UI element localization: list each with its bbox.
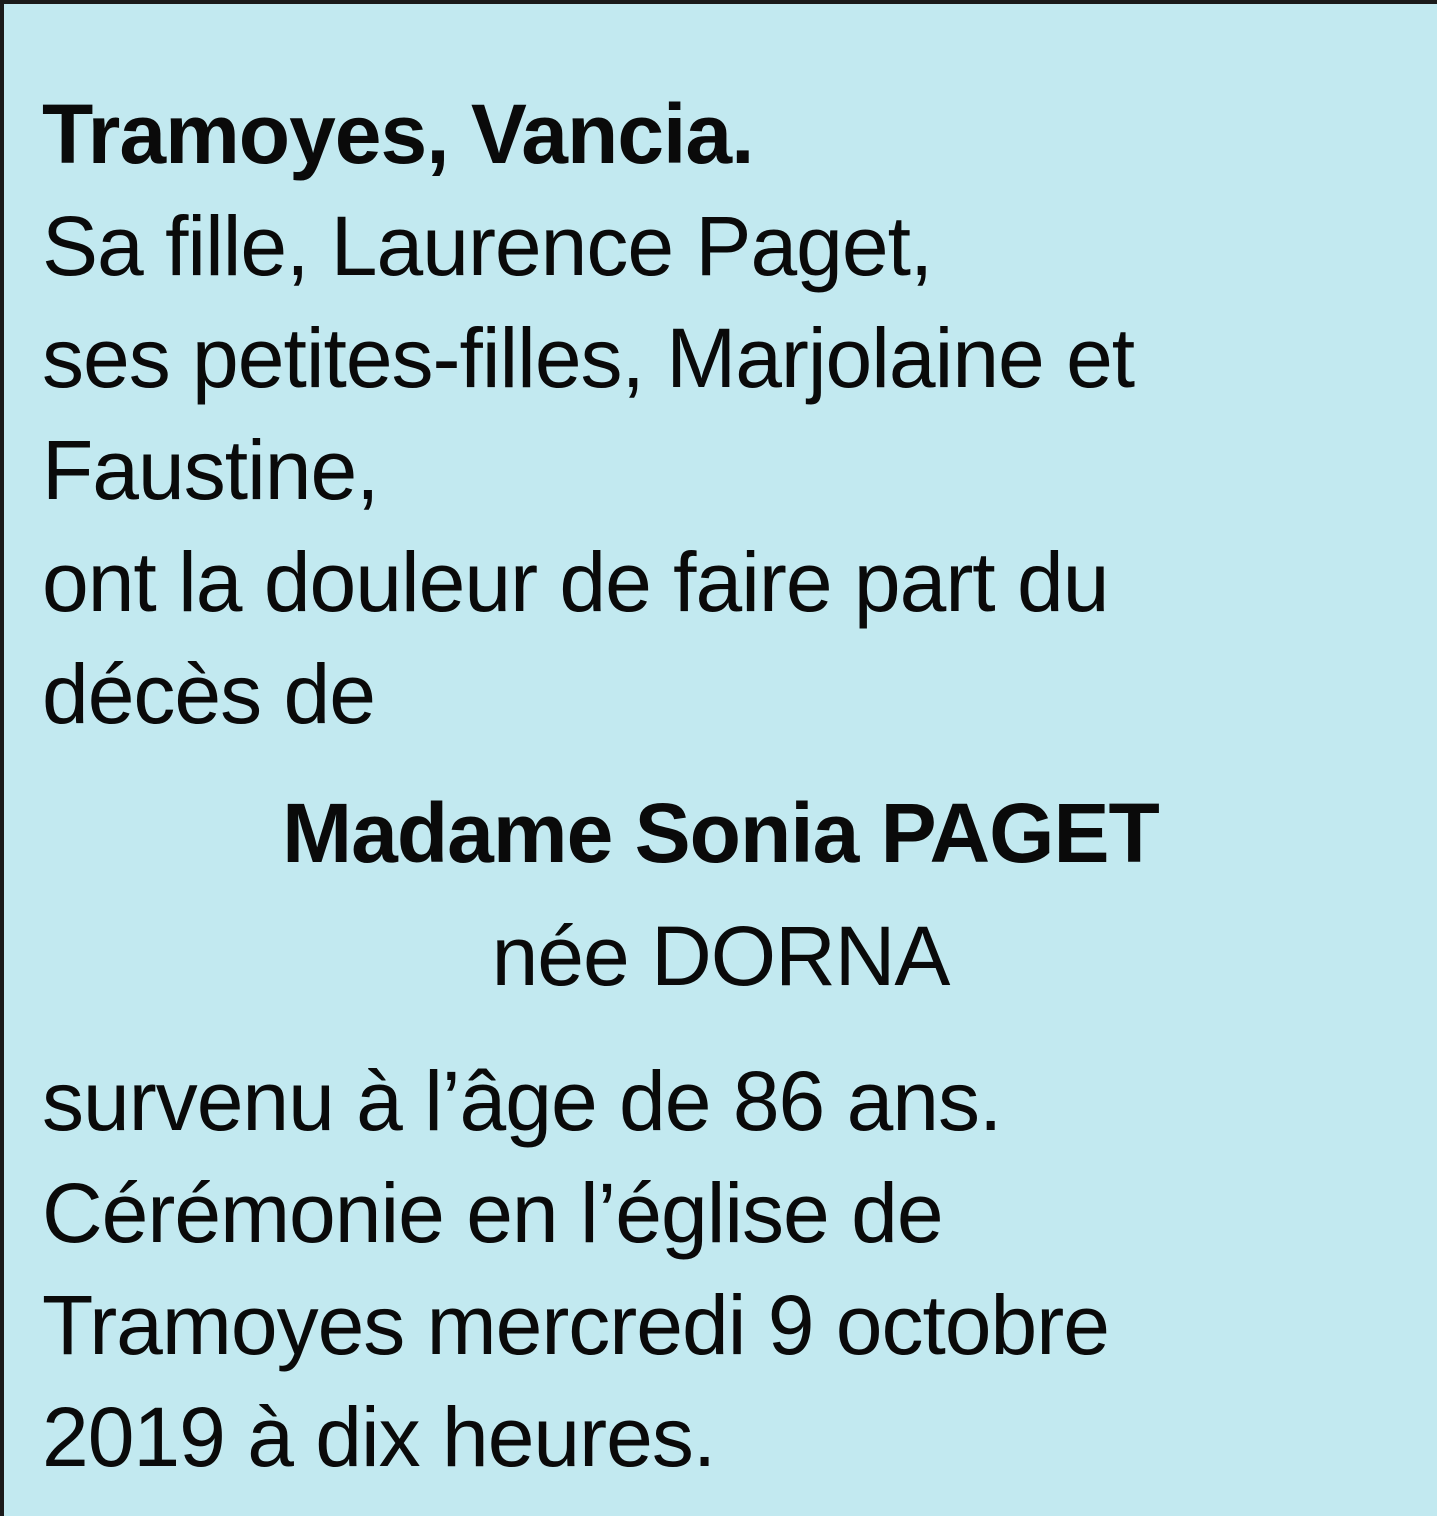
- details-line: Tramoyes mercredi 9 octobre: [42, 1278, 1109, 1372]
- family-line: ses petites-filles, Marjolaine et: [42, 311, 1135, 405]
- family-line: Sa fille, Laurence Paget,: [42, 199, 933, 293]
- family-line: Faustine,: [42, 423, 379, 517]
- details-line: 2019 à dix heures.: [42, 1390, 716, 1484]
- family-line: ont la douleur de faire part du: [42, 535, 1109, 629]
- deceased-maiden-name: née DORNA: [491, 909, 950, 1003]
- details-line: survenu à l’âge de 86 ans.: [42, 1054, 1002, 1148]
- family-line: décès de: [42, 647, 375, 741]
- details-line: Cérémonie en l’église de: [42, 1166, 943, 1260]
- location-heading: Tramoyes, Vancia.: [42, 87, 754, 181]
- deceased-name: Madame Sonia PAGET: [282, 786, 1159, 880]
